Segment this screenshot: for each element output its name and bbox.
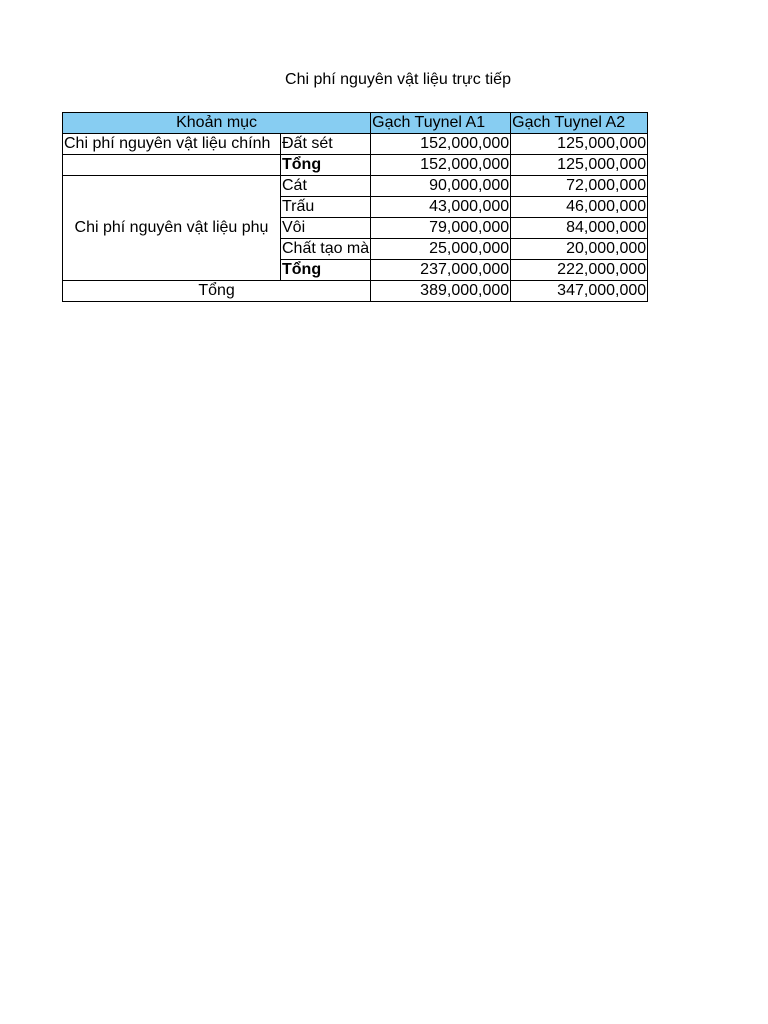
value-a1-cell[interactable]: 79,000,000 (371, 218, 511, 239)
item-name-cell[interactable]: Cát (281, 176, 371, 197)
value-a2-cell[interactable]: 84,000,000 (511, 218, 648, 239)
header-item-cell[interactable]: Khoản mục (63, 113, 371, 134)
grand-total-row (63, 281, 648, 302)
grand-total-label-cell[interactable]: Tổng (63, 281, 371, 302)
value-a1-cell[interactable]: 43,000,000 (371, 197, 511, 218)
aux-material-label-cell[interactable]: Chi phí nguyên vật liệu phụ (63, 176, 281, 281)
value-a1-cell[interactable]: 152,000,000 (371, 134, 511, 155)
item-name-cell[interactable]: Trấu (281, 197, 371, 218)
header-a2-cell[interactable]: Gạch Tuynel A2 (511, 113, 648, 134)
subtotal-a2-cell[interactable]: 222,000,000 (511, 260, 648, 281)
value-a2-cell[interactable]: 125,000,000 (511, 134, 648, 155)
page-title: Chi phí nguyên vật liệu trực tiếp (285, 71, 511, 88)
header-a1-cell[interactable]: Gạch Tuynel A1 (371, 113, 511, 134)
table-row (63, 176, 648, 197)
value-a2-cell[interactable]: 20,000,000 (511, 239, 648, 260)
main-material-label-cell[interactable]: Chi phí nguyên vật liệu chính (63, 134, 281, 155)
subtotal-a2-cell[interactable]: 125,000,000 (511, 155, 648, 176)
subtotal-a1-cell[interactable]: 237,000,000 (371, 260, 511, 281)
subtotal-label-cell[interactable]: Tổng (281, 260, 371, 281)
value-a2-cell[interactable]: 46,000,000 (511, 197, 648, 218)
subtotal-a1-cell[interactable]: 152,000,000 (371, 155, 511, 176)
table-row (63, 134, 648, 155)
table-header-row (63, 113, 648, 134)
cost-table (62, 112, 648, 302)
value-a2-cell[interactable]: 72,000,000 (511, 176, 648, 197)
empty-cell[interactable] (63, 155, 281, 176)
item-name-cell[interactable]: Đất sét (281, 134, 371, 155)
value-a1-cell[interactable]: 25,000,000 (371, 239, 511, 260)
subtotal-label-cell[interactable]: Tổng (281, 155, 371, 176)
grand-total-a2-cell[interactable]: 347,000,000 (511, 281, 648, 302)
item-name-cell[interactable]: Vôi (281, 218, 371, 239)
item-name-cell[interactable]: Chất tạo mà (281, 239, 371, 260)
table-row (63, 155, 648, 176)
grand-total-a1-cell[interactable]: 389,000,000 (371, 281, 511, 302)
value-a1-cell[interactable]: 90,000,000 (371, 176, 511, 197)
